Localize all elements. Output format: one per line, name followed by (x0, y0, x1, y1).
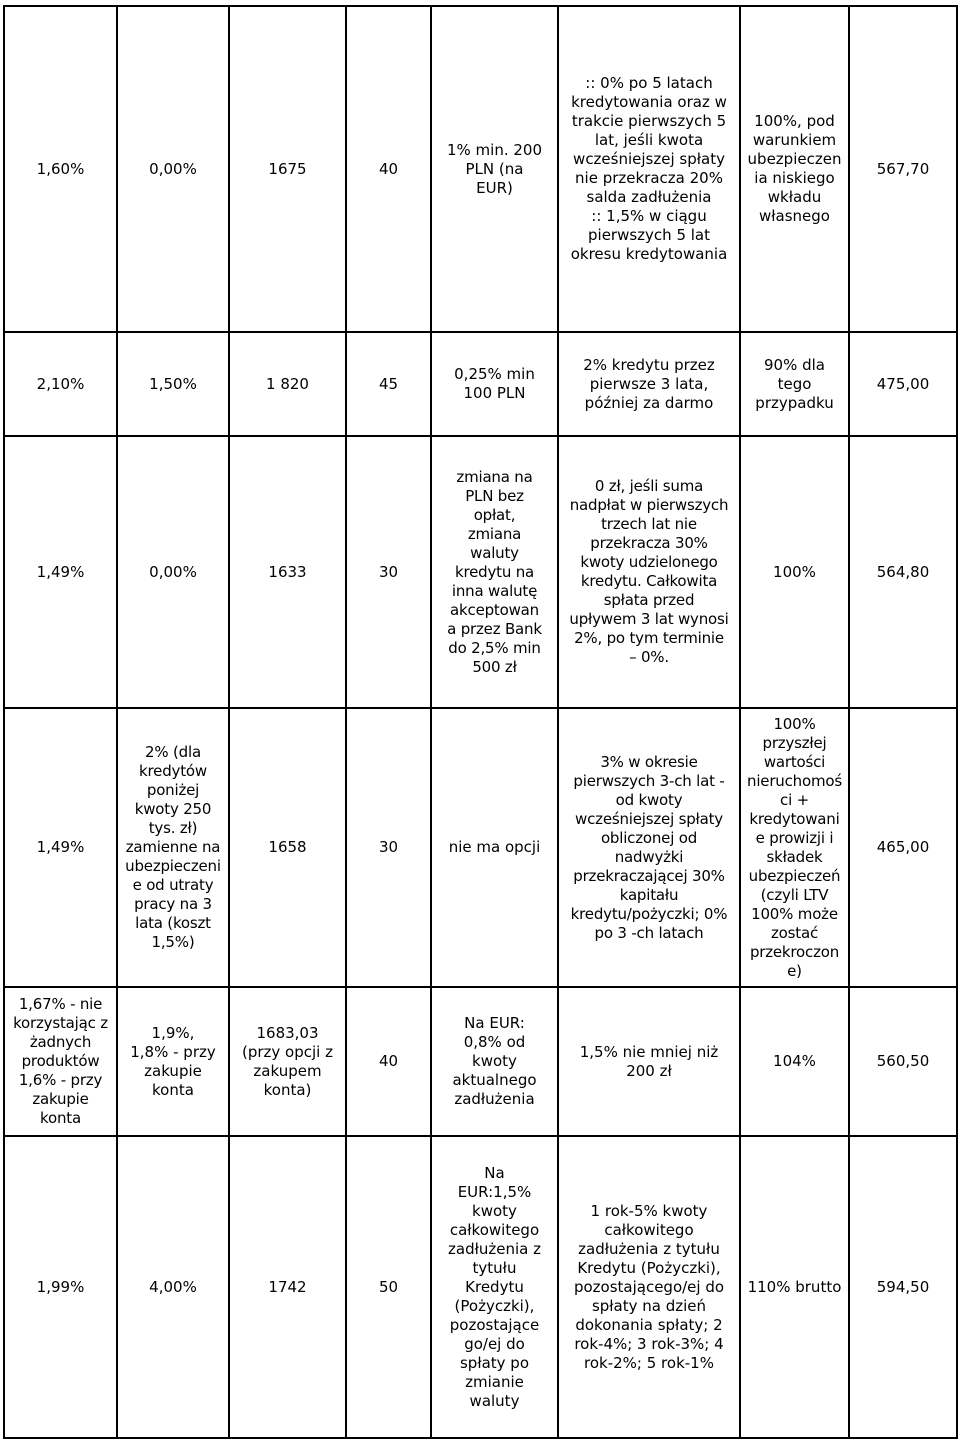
early-repayment-cell: 2% kredytu przez pierwsze 3 lata, później za darmo (558, 332, 740, 436)
currency-conversion-cell: nie ma opcji (431, 708, 558, 987)
ltv-cell: 100%, pod warunkiem ubezpieczen ia niskiego wkładu własnego (740, 6, 849, 332)
ltv-cell: 104% (740, 987, 849, 1136)
amount-cell: 475,00 (849, 332, 957, 436)
currency-conversion-cell: 1% min. 200 PLN (na EUR) (431, 6, 558, 332)
installment-cell: 1742 (229, 1136, 346, 1438)
interest-rate-cell: 1,49% (4, 436, 117, 708)
margin-cell: 1,9%, 1,8% - przy zakupie konta (117, 987, 229, 1136)
table-row (4, 1136, 957, 1438)
term-cell: 30 (346, 436, 431, 708)
margin-cell: 1,50% (117, 332, 229, 436)
amount-cell: 560,50 (849, 987, 957, 1136)
early-repayment-cell: 1 rok-5% kwoty całkowitego zadłużenia z tytułu Kredytu (Pożyczki), pozostającego/ej do spłaty na dzień dokonania spłaty; 2 rok-4%; 3 rok-3%; 4 rok-2%; 5 rok-1% (558, 1136, 740, 1438)
margin-cell: 0,00% (117, 436, 229, 708)
installment-cell: 1 820 (229, 332, 346, 436)
term-cell: 40 (346, 6, 431, 332)
ltv-cell: 90% dla tego przypadku (740, 332, 849, 436)
currency-conversion-cell: Na EUR:1,5% kwoty całkowitego zadłużenia z tytułu Kredytu (Pożyczki), pozostające go/ej do spłaty po zmianie waluty (431, 1136, 558, 1438)
term-cell: 50 (346, 1136, 431, 1438)
ltv-cell: 110% brutto (740, 1136, 849, 1438)
amount-cell: 567,70 (849, 6, 957, 332)
table-row (4, 436, 957, 708)
amount-cell: 594,50 (849, 1136, 957, 1438)
early-repayment-cell: :: 0% po 5 latach kredytowania oraz w trakcie pierwszych 5 lat, jeśli kwota wcześniejszej spłaty nie przekracza 20% salda zadłużenia :: 1,5% w ciągu pierwszych 5 lat okresu kredytowania (558, 6, 740, 332)
interest-rate-cell: 2,10% (4, 332, 117, 436)
currency-conversion-cell: Na EUR: 0,8% od kwoty aktualnego zadłużenia (431, 987, 558, 1136)
ltv-cell: 100% przyszłej wartości nieruchomoś ci + kredytowani e prowizji i składek ubezpieczeń (czyli LTV 100% może zostać przekroczon e) (740, 708, 849, 987)
installment-cell: 1658 (229, 708, 346, 987)
table-row (4, 6, 957, 332)
early-repayment-cell: 1,5% nie mniej niż 200 zł (558, 987, 740, 1136)
loan-comparison-table (3, 5, 958, 1439)
currency-conversion-cell: 0,25% min 100 PLN (431, 332, 558, 436)
installment-cell: 1683,03 (przy opcji z zakupem konta) (229, 987, 346, 1136)
table-row (4, 708, 957, 987)
term-cell: 45 (346, 332, 431, 436)
margin-cell: 0,00% (117, 6, 229, 332)
term-cell: 40 (346, 987, 431, 1136)
installment-cell: 1675 (229, 6, 346, 332)
ltv-cell: 100% (740, 436, 849, 708)
amount-cell: 465,00 (849, 708, 957, 987)
term-cell: 30 (346, 708, 431, 987)
interest-rate-cell: 1,67% - nie korzystając z żadnych produktów 1,6% - przy zakupie konta (4, 987, 117, 1136)
interest-rate-cell: 1,49% (4, 708, 117, 987)
interest-rate-cell: 1,60% (4, 6, 117, 332)
interest-rate-cell: 1,99% (4, 1136, 117, 1438)
currency-conversion-cell: zmiana na PLN bez opłat, zmiana waluty kredytu na inna walutę akceptowan a przez Bank do 2,5% min 500 zł (431, 436, 558, 708)
installment-cell: 1633 (229, 436, 346, 708)
table-row (4, 332, 957, 436)
amount-cell: 564,80 (849, 436, 957, 708)
early-repayment-cell: 3% w okresie pierwszych 3-ch lat - od kwoty wcześniejszej spłaty obliczonej od nadwyżki przekraczającej 30% kapitału kredytu/pożyczki; 0% po 3 -ch latach (558, 708, 740, 987)
table-row (4, 987, 957, 1136)
early-repayment-cell: 0 zł, jeśli suma nadpłat w pierwszych trzech lat nie przekracza 30% kwoty udzielonego kredytu. Całkowita spłata przed upływem 3 lat wynosi 2%, po tym terminie – 0%. (558, 436, 740, 708)
margin-cell: 4,00% (117, 1136, 229, 1438)
margin-cell: 2% (dla kredytów poniżej kwoty 250 tys. zł) zamienne na ubezpieczeni e od utraty pracy na 3 lata (koszt 1,5%) (117, 708, 229, 987)
